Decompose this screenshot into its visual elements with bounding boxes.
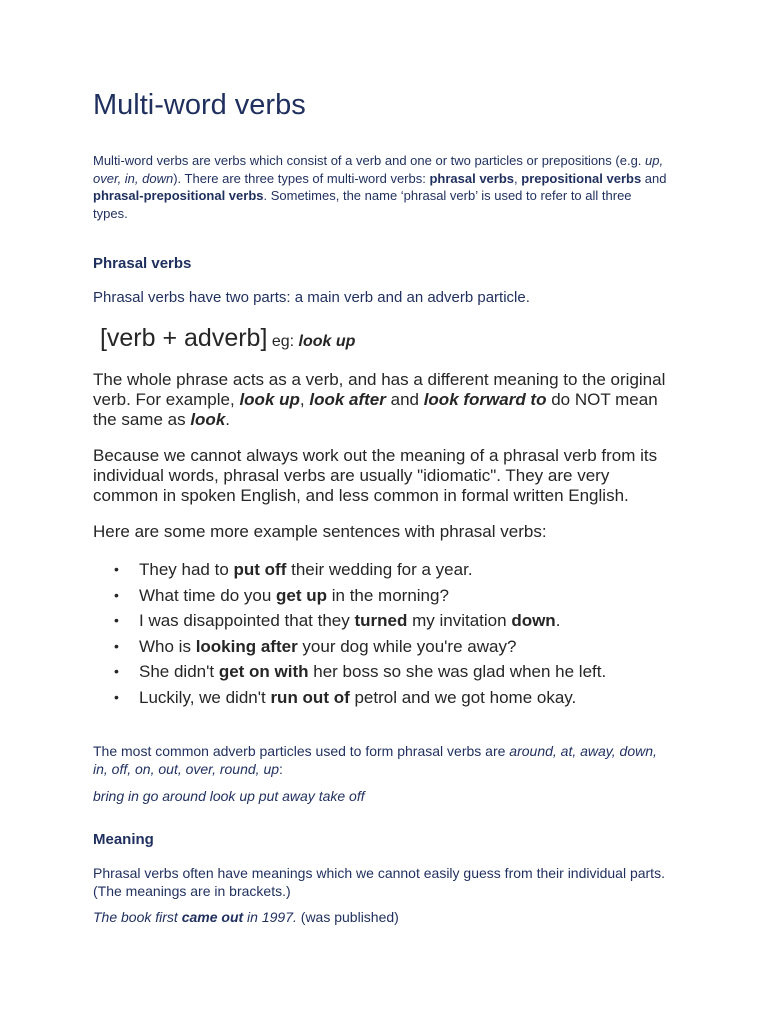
particles-text: The most common adverb particles used to form phrasal verbs are	[93, 743, 510, 759]
intro-sep-1: ,	[514, 170, 522, 186]
meaning-example-gloss: (was published)	[296, 909, 399, 925]
example-text: my invitation	[407, 611, 512, 630]
type-phrasal: phrasal verbs	[429, 170, 515, 186]
intro-text-1: Multi-word verbs are verbs which consist of a verb and one or two particles or prepositions (e.g.	[93, 153, 646, 168]
list-item	[93, 659, 693, 685]
para1-text-3: .	[225, 410, 231, 429]
list-item	[93, 557, 693, 583]
example-text: Who is	[139, 636, 196, 656]
verb-look-forward-to: look forward to	[423, 390, 547, 409]
particles-list: around, at, away, down, in, off, on, out, over, round, up	[93, 743, 657, 777]
para1-sep-2: and	[385, 390, 424, 409]
example-text: your dog while you're away?	[297, 636, 517, 656]
verb-look: look	[190, 410, 226, 429]
example-text: in the morning?	[327, 585, 449, 605]
verb-look-after: look after	[309, 390, 386, 409]
example-text: Luckily, we didn't	[139, 687, 271, 707]
example-phrasal-verb: put off	[233, 560, 287, 579]
page-title: Multi-word verbs	[93, 89, 306, 121]
list-item	[93, 608, 693, 634]
list-item	[93, 583, 693, 609]
particles-examples	[93, 787, 668, 805]
example-phrasal-verb: get on with	[218, 662, 309, 681]
example-sentences-list	[93, 557, 693, 710]
meaning-paragraph: Phrasal verbs often have meanings which we cannot easily guess from their individual parts. (The meanings are in brackets.)	[93, 865, 665, 899]
verb-formula	[93, 323, 355, 357]
example-text: their wedding for a year.	[286, 560, 473, 579]
intro-paragraph	[93, 152, 668, 222]
particles-colon: :	[279, 761, 283, 777]
meaning-example-text: The book first	[93, 909, 182, 925]
list-item	[93, 685, 693, 711]
para1-text-1: The whole phrase acts as a verb, and has a different meaning to the original verb. For example,	[93, 370, 666, 409]
formula-eg-value: look up	[298, 333, 356, 350]
example-particle: down	[511, 611, 556, 630]
verb-look-up: look up	[239, 390, 300, 409]
whole-phrase-paragraph	[93, 370, 678, 430]
phrasal-verbs-heading: Phrasal verbs	[93, 255, 192, 272]
list-item	[93, 634, 693, 660]
particles-paragraph	[93, 742, 668, 778]
meaning-example-text: in 1997.	[243, 909, 297, 925]
example-text: I was disappointed that they	[139, 611, 355, 630]
intro-text-3: . Sometimes, the name ‘phrasal verb’ is used to refer to all three types.	[93, 188, 632, 221]
meaning-heading: Meaning	[93, 831, 154, 848]
formula-text: [verb + adverb]	[93, 324, 268, 352]
example-text: She didn't	[139, 662, 219, 681]
intro-examples: up, over, in, down	[93, 153, 664, 186]
particles-examples-text: bring in go around look up put away take off	[93, 788, 365, 804]
example-phrasal-verb: turned	[354, 611, 408, 630]
meaning-example-verb: came out	[181, 909, 244, 925]
intro-text-2: ). There are three types of multi-word verbs:	[173, 170, 430, 186]
example-text: They had to	[139, 560, 234, 579]
para1-sep-1: ,	[299, 390, 310, 409]
para1-text-2: do NOT mean the same as	[93, 390, 658, 429]
example-phrasal-verb: get up	[276, 585, 328, 605]
examples-intro: Here are some more example sentences with phrasal verbs:	[93, 522, 547, 541]
example-text: her boss so she was glad when he left.	[308, 662, 607, 681]
type-phrasal-prepositional: phrasal-prepositional verbs	[93, 188, 264, 203]
phrasal-parts-text: Phrasal verbs have two parts: a main verb and an adverb particle.	[93, 289, 530, 306]
type-prepositional: prepositional verbs	[521, 170, 642, 186]
example-text: What time do you	[139, 585, 277, 605]
idiomatic-paragraph: Because we cannot always work out the meaning of a phrasal verb from its individual words, phrasal verbs are usually "idiomatic". They are very common in spoken English, and less common in formal written English.	[93, 446, 658, 505]
meaning-example	[93, 908, 668, 926]
example-text: petrol and we got home okay.	[349, 687, 577, 707]
example-phrasal-verb: looking after	[195, 636, 298, 656]
intro-sep-2: and	[641, 170, 667, 186]
example-phrasal-verb: run out of	[270, 687, 350, 707]
example-text: .	[555, 611, 561, 630]
formula-eg-label: eg:	[267, 333, 299, 350]
